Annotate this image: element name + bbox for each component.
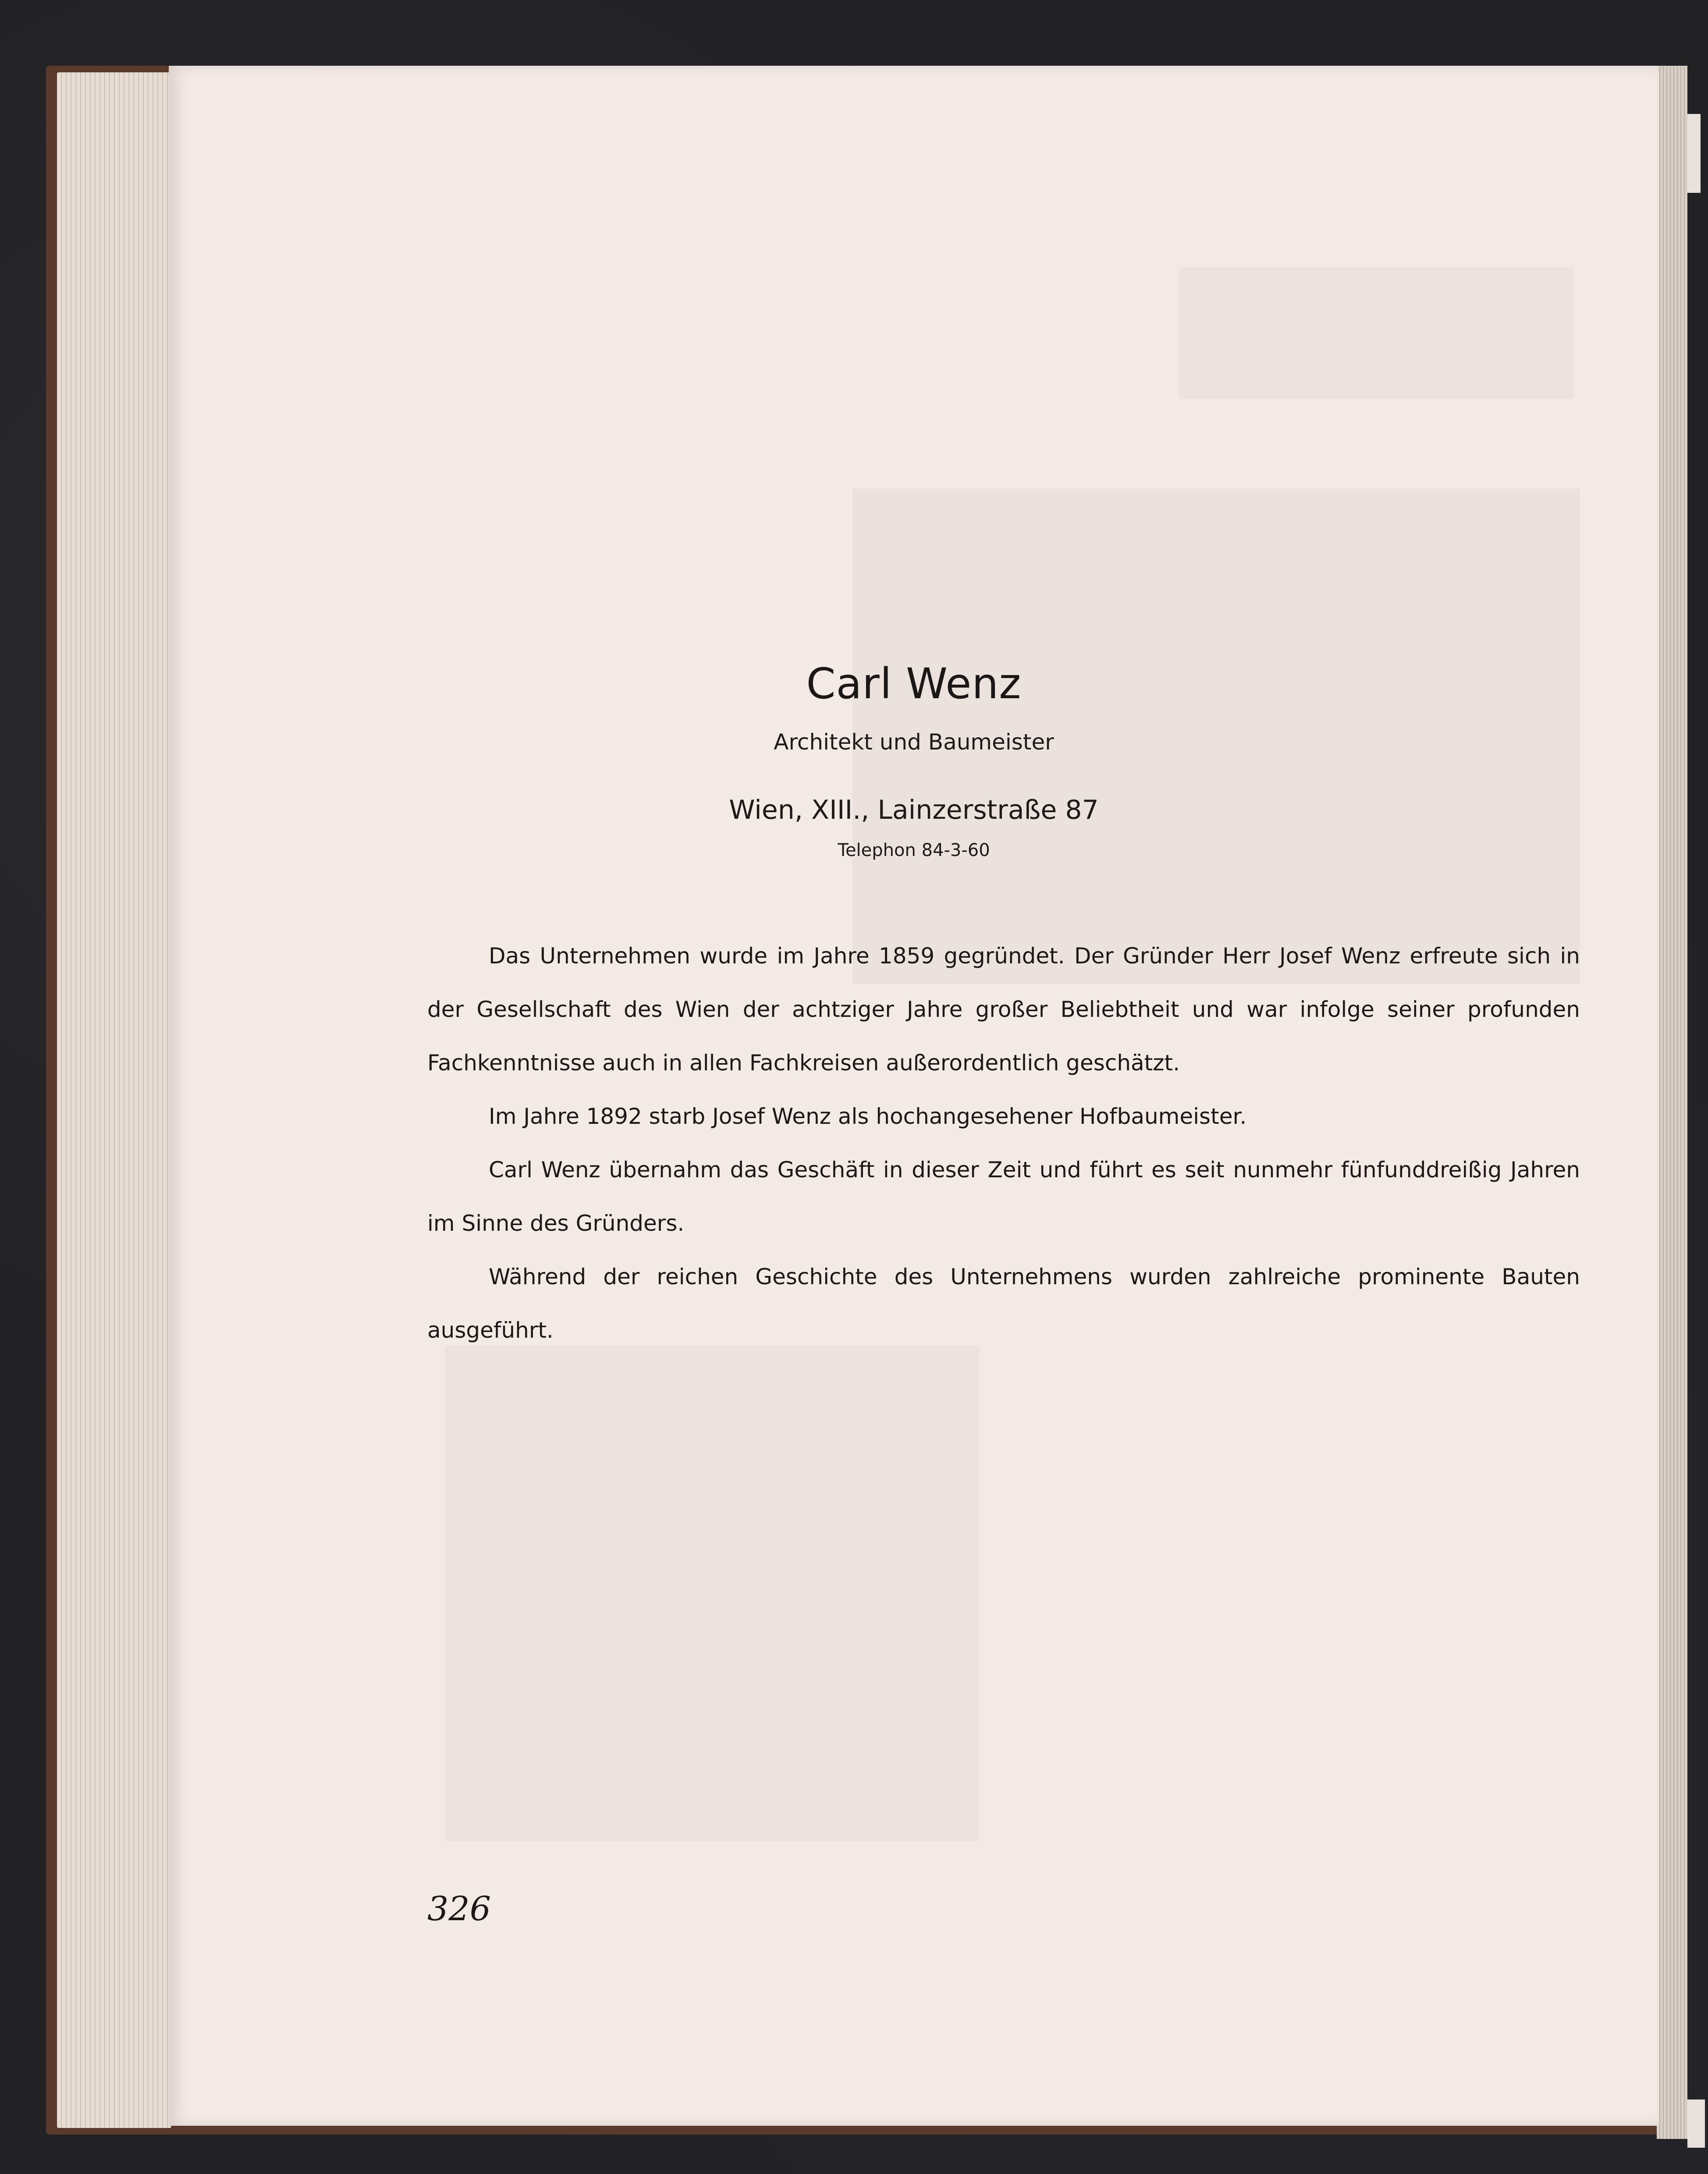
address-line: Wien, XIII., Lainzerstraße 87	[729, 795, 1099, 825]
body-text	[427, 929, 1580, 1357]
paragraph: Das Unternehmen wurde im Jahre 1859 gegründet. Der Gründer Herr Josef Wenz erfreute sich in der Gesellschaft des Wien der achtziger Jahre großer Beliebtheit und war infolge seiner profunden Fachkenntnisse auch in allen Fachkreisen außerordentlich geschätzt.	[427, 943, 1580, 1076]
page-stack-edge	[57, 72, 171, 2128]
page-subtitle: Architekt und Baumeister	[774, 729, 1054, 755]
paragraph: Im Jahre 1892 starb Josef Wenz als hochangesehener Hofbaumeister.	[489, 1104, 1247, 1129]
bookmark-tab	[1687, 114, 1701, 193]
page-title: Carl Wenz	[806, 659, 1022, 708]
paragraph: Carl Wenz übernahm das Geschäft in dieser Zeit und führt es seit nunmehr fünfunddreißig Jahren im Sinne des Gründers.	[427, 1157, 1580, 1236]
right-page-edges	[1657, 66, 1687, 2139]
show-through-photo-left	[445, 1346, 980, 1841]
phone-line: Telephon 84-3-60	[838, 840, 990, 860]
show-through-heading	[1179, 267, 1573, 399]
paragraph: Während der reichen Geschichte des Unternehmens wurden zahlreiche prominente Bauten ausgeführt.	[427, 1264, 1580, 1343]
page-number: 326	[427, 1889, 491, 1928]
bookmark-tab-bottom	[1687, 2099, 1705, 2148]
